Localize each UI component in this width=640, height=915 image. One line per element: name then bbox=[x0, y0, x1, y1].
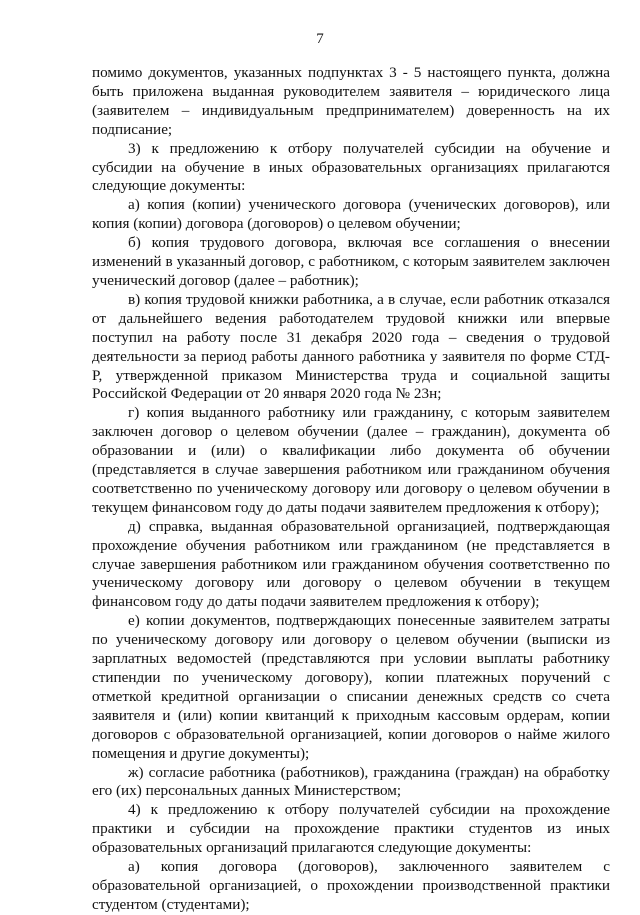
paragraph-item-3a: а) копия (копии) ученического договора (ученических договоров), или копия (копии) договора (договоров) о целевом обучении; bbox=[92, 196, 610, 233]
paragraph-item-3e: е) копии документов, подтверждающих понесенные заявителем затраты по ученическому договору или договору о целевом обучении (выписки из зарплатных ведомостей (представляются при условии выплаты работнику стипендии по ученическому договору), копии платежных поручений с отметкой кредитной организации о списании денежных средств со счета заявителя и (или) копии квитанций к приходным кассовым ордерам, копии договоров с образовательной организацией, копии договоров о найме жилого помещения и другие документы); bbox=[92, 612, 610, 762]
paragraph-item-3d: д) справка, выданная образовательной организацией, подтверждающая прохождение обучения работником или гражданином (не представляется в случае завершения работником или гражданином обучения соответственно по ученическому договору или договору о целевом обучении в текущем финансовом году до даты подачи заявителем предложения к отбору); bbox=[92, 517, 610, 611]
paragraph-item-3g: г) копия выданного работнику или гражданину, с которым заявителем заключен договор о целевом обучении (далее – гражданин), документа об образовании и (или) о квалификации либо документа об обучении (представляется в случае завершения работником или гражданином обучения соответственно по ученическому договору или договору о целевом обучении в текущем финансовом году до даты подачи заявителем предложения к отбору); bbox=[92, 404, 610, 516]
paragraph-continuation: помимо документов, указанных подпунктах 3 - 5 настоящего пункта, должна быть приложена выданная руководителем заявителя – юридического лица (заявителем – индивидуальным предпринимателем) доверенность на их подписание; bbox=[92, 64, 610, 138]
paragraph-item-3: 3) к предложению к отбору получателей субсидии на обучение и субсидии на обучение в иных образовательных организациях прилагаются следующие документы: bbox=[92, 139, 610, 195]
paragraph-item-3b: б) копия трудового договора, включая все соглашения о внесении изменений в указанный договор, с работником, с которым заявителем заключен ученический договор (далее – работник); bbox=[92, 234, 610, 289]
paragraph-item-4: 4) к предложению к отбору получателей субсидии на прохождение практики и субсидии на прохождение практики студентов из иных образовательных организаций прилагаются следующие документы: bbox=[92, 801, 610, 857]
paragraph-item-3v: в) копия трудовой книжки работника, а в случае, если работник отказался от дальнейшего ведения работодателем трудовой книжки или впервые поступил на работу после 31 декабря 2020 года – сведения о трудовой деятельности за период работы данного работника у заявителя по форме СТД-Р, утвержденной приказом Министерства труда и социальной защиты Российской Федерации от 20 января 2020 года № 23н; bbox=[92, 290, 610, 403]
page-number: 7 bbox=[316, 31, 324, 47]
paragraph-item-4a: а) копия договора (договоров), заключенного заявителем с образовательной организацией, о прохождении производственной практики студентом (студентами); bbox=[92, 858, 610, 913]
document-body bbox=[92, 64, 610, 915]
paragraph-item-3zh: ж) согласие работника (работников), гражданина (граждан) на обработку его (их) персональных данных Министерством; bbox=[92, 763, 610, 800]
